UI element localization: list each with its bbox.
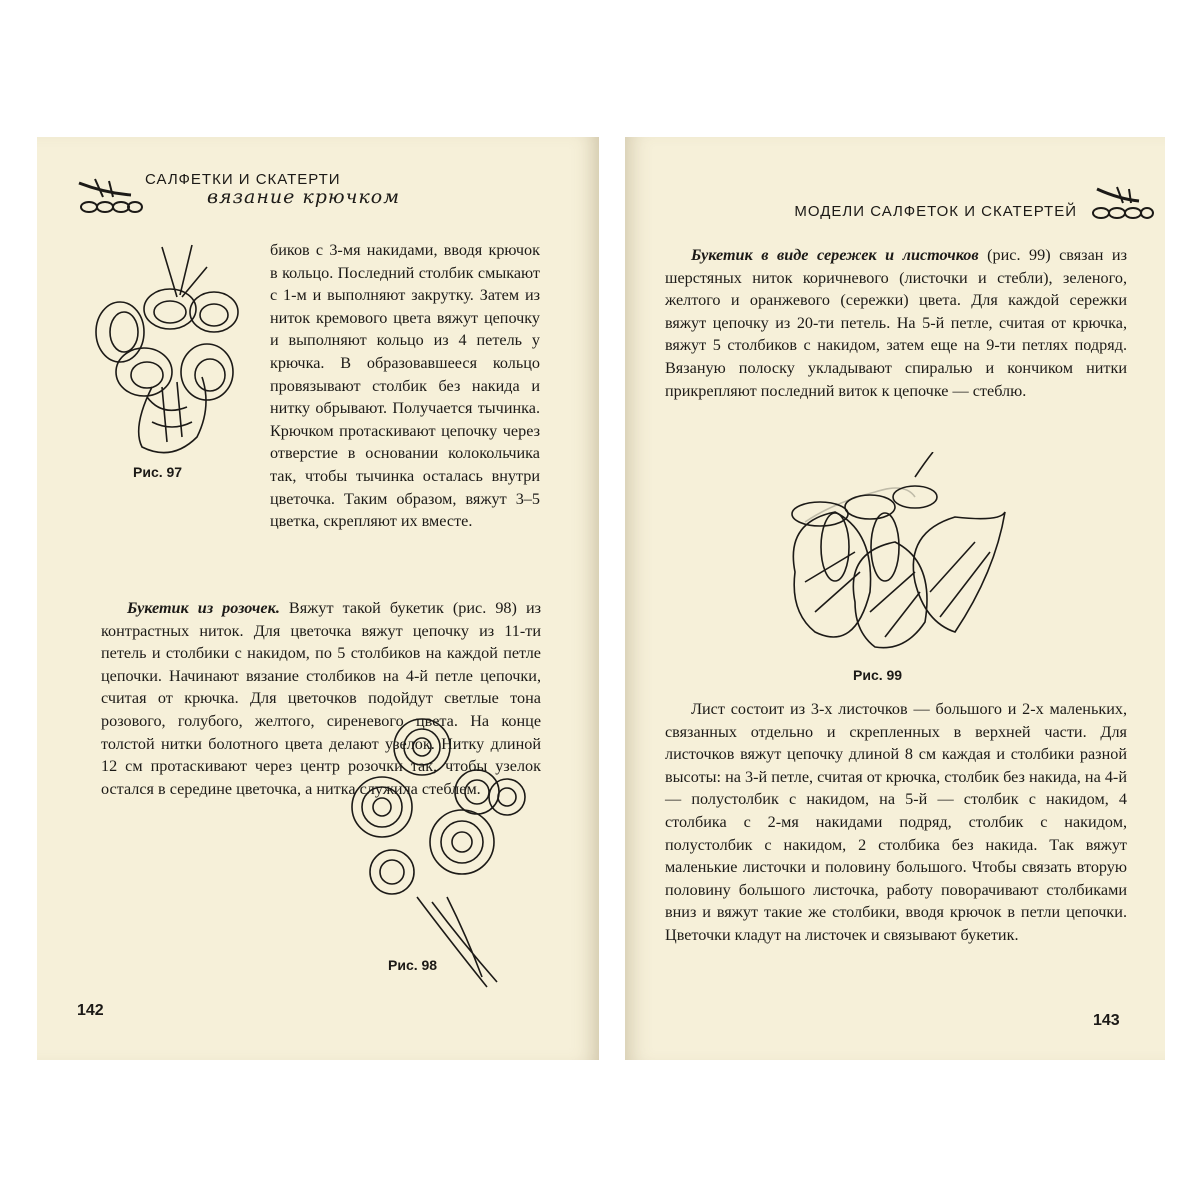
text-paragraph: биков с 3-мя накидами, вводя крючок в кольцо. Последний столбик смыкают с 1-м и выполняют закрутку. Затем из ниток кремового цвета вяжут цепочку и выполняют кольцо из 4 петель у крючка. В образовавшееся кольцо провязывают столбик без накида и нитку обрывают. Получается тычинка. Крючком протаскивают цепочку через отверстие в основании колокольчика так, чтобы тычинка осталась внутри цветочка. Таким образом, вяжут 3–5 цветка, скрепляют их вместе. [270,241,540,531]
paragraph-text: Вяжут такой букетик (рис. 98) из контрастных ниток. Для цветочка вяжут цепочку из 11-ти петель и столбики с накидом, по 5 столбиков на каждой петле цепочки. Начинают вязание столбиков на 4-й петле цепочки, считая от крючка. Для цветочков подойдут светлые тона розового, голубого, желтого, сиреневого цвета. На конце толстой нитки болотного цвета делают узелок. Нитку длиной 12 см протаскивают через центр розочки так, чтобы узелок остался в середине цветочка, а нитка служила стеблем. [101,599,542,798]
figure-98-roses [337,707,537,992]
paragraph-lead: Букетик в виде сережек и листочков [691,246,979,264]
page-number: 142 [77,1002,104,1019]
left-page [37,137,599,1060]
figure-97-caption: Рис. 97 [133,464,183,480]
header-title: МОДЕЛИ САЛФЕТОК И СКАТЕРТЕЙ [794,203,1077,220]
figure-97-bellflowers [92,237,242,467]
paragraph-lead: Букетик из розочек. [127,599,280,617]
paragraph-text: Лист состоит из 3-х листочков — большого и 2-х маленьких, связанных отдельно и скрепленных в верхней части. Для листочков вяжут цепочку длиной 8 см каждая и столбики разной высоты: на 3-й петле, считая от крючка, столбик без накида, на 4-й — полустолбик с накидом, на 5-й — столбик с накидом, 4 столбика с 2-мя накидами подряд, столбик с накидом, полустолбик с накидом, 2 столбика без накида. Так вяжут маленькие листочки и половину большого. Чтобы связать вторую половину большого листочка, работу поворачивают столбиками вниз и вяжут такие же столбики, вводя крючок в петли цепочки. Цветочки кладут на листочек и связывают букетик. [665,700,1127,944]
page-header [145,171,400,208]
figure-99-caption: Рис. 99 [853,667,903,683]
right-paragraph-1 [665,244,1127,402]
header-subtitle: вязание крючком [207,186,400,208]
right-paragraph-2 [665,698,1127,947]
right-page [625,137,1165,1060]
paragraph-text: (рис. 99) связан из шерстяных ниток коричневого (листочки и стебли), зеленого, желтого и оранжевого (сережки) цвета. Для каждой сережки вяжут цепочку из 20-ти петель. На 5-й петле, считая от крючка, вяжут 5 столбиков с накидом, затем еще на 9-ти петлях подряд. Вязаную полоску укладывают спиралью и кончиком нитки прикрепляют последний виток к цепочке — стеблю. [665,246,1127,400]
figure-99-catkins-leaves [775,452,1015,652]
page-header [794,203,1077,220]
left-text-top [270,239,540,533]
crochet-ornament-icon [1089,183,1155,223]
page-number: 143 [1093,1012,1120,1029]
crochet-ornament-icon [75,175,145,217]
header-title: САЛФЕТКИ И СКАТЕРТИ [145,171,341,188]
figure-98-caption: Рис. 98 [388,957,438,973]
